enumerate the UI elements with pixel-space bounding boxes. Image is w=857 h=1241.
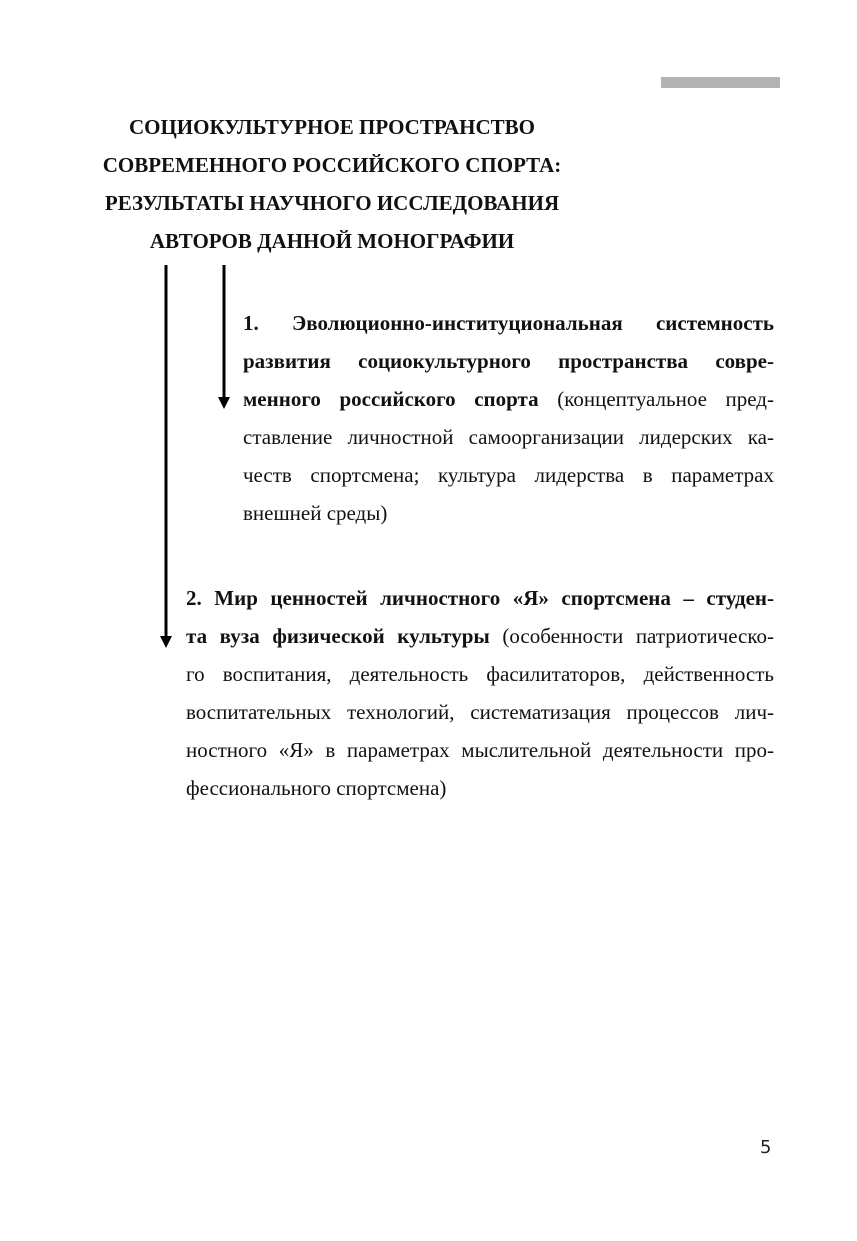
item-1-line-4: ставление личностной самоорганизации лидерских ка-	[243, 425, 774, 449]
item-2-line-4: воспитательных технологий, систематизация процессов лич-	[186, 700, 774, 724]
item-2-line-6: фессионального спортсмена)	[186, 776, 447, 800]
item-1-line-6: внешней среды)	[243, 501, 388, 525]
title-line-2: СОВРЕМЕННОГО РОССИЙСКОГО СПОРТА:	[102, 153, 562, 177]
arrow-to-item-1	[218, 265, 230, 409]
page-title	[70, 108, 594, 260]
item-1-line-3-bold: менного российского спорта	[243, 387, 539, 411]
item-2-line-2	[186, 617, 774, 655]
section-item-1	[243, 304, 774, 532]
item-1-line-2: развития социокультурного пространства совре-	[243, 349, 774, 373]
section-item-2	[186, 579, 774, 807]
arrow-to-item-2	[160, 265, 172, 648]
arrow-1-head	[218, 397, 230, 409]
page-number: 5	[760, 1137, 772, 1158]
header-decorative-bar	[661, 77, 780, 88]
title-line-4: АВТОРОВ ДАННОЙ МОНОГРАФИИ	[149, 229, 515, 253]
item-2-line-5: ностного «Я» в параметрах мыслительной деятельности про-	[186, 738, 774, 762]
item-2-line-1: 2. Мир ценностей личностного «Я» спортсмена – студен-	[186, 586, 774, 610]
item-1-line-1: 1. Эволюционно-институциональная системность	[243, 311, 774, 335]
title-line-3: РЕЗУЛЬТАТЫ НАУЧНОГО ИССЛЕДОВАНИЯ	[104, 191, 560, 215]
item-1-line-3-regular: (концептуальное пред-	[538, 387, 774, 411]
arrow-2-head	[160, 636, 172, 648]
item-1-line-3	[243, 380, 774, 418]
title-line-1: СОЦИОКУЛЬТУРНОЕ ПРОСТРАНСТВО	[128, 115, 536, 139]
item-2-line-2-bold: та вуза физической культуры	[186, 624, 490, 648]
item-2-line-3: го воспитания, деятельность фасилитаторов, действенность	[186, 662, 774, 686]
item-2-line-2-regular: (особенности патриотическо-	[489, 624, 775, 648]
item-1-line-5: честв спортсмена; культура лидерства в параметрах	[243, 463, 774, 487]
